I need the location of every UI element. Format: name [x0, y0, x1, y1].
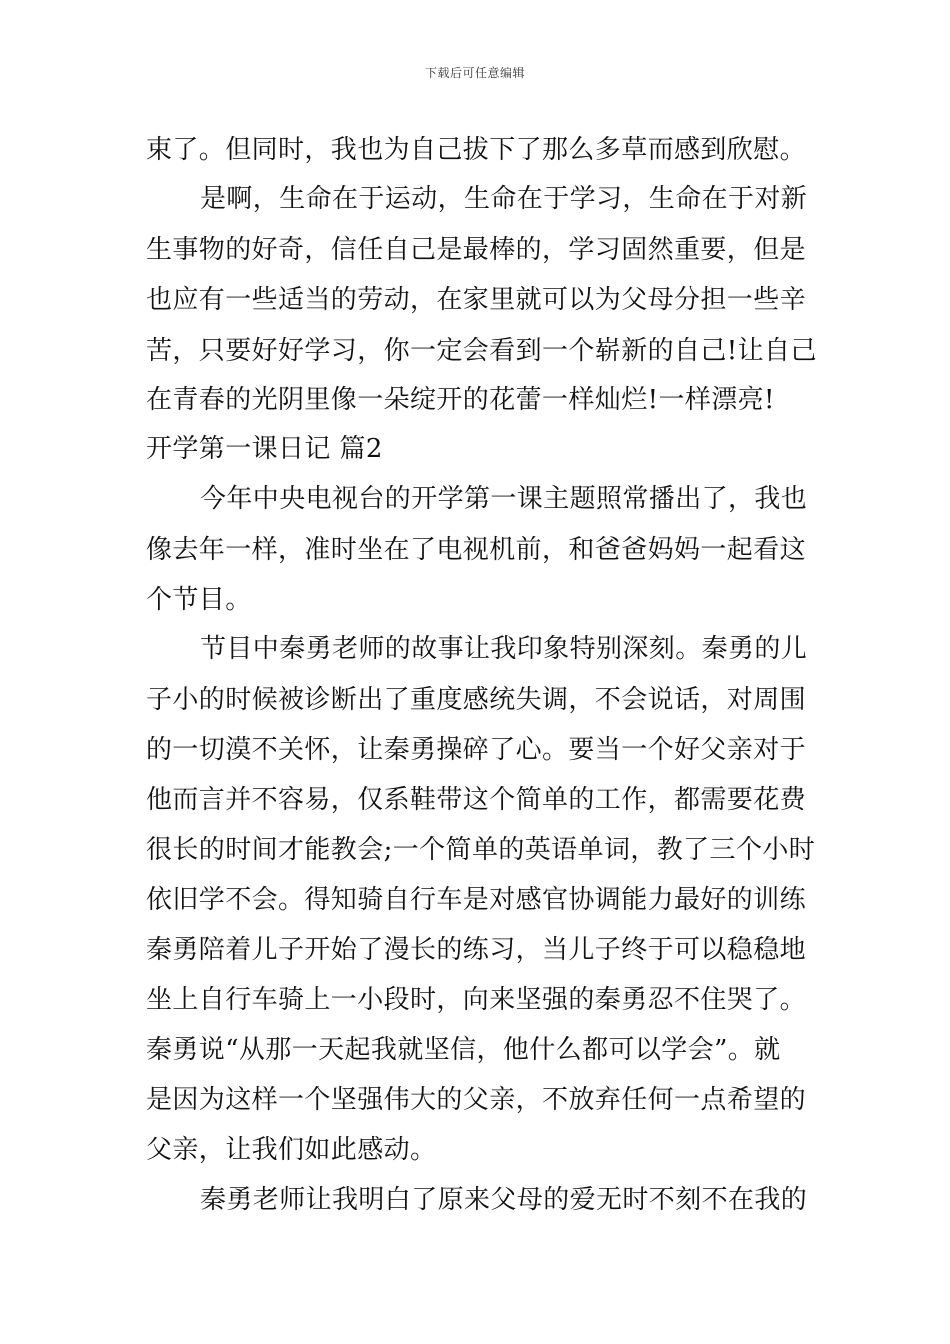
text-line: 很长的时间才能教会;一个简单的英语单词，教了三个小时 — [146, 835, 816, 865]
paragraph-first-line: 今年中央电视台的开学第一课主题照常播出了，我也 — [200, 484, 808, 514]
text-line: 个节目。 — [146, 585, 252, 615]
page-header-note: 下载后可任意编辑 — [424, 66, 525, 80]
text-line: 子小的时候被诊断出了重度感统失调，不会说话，对周围 — [146, 685, 807, 715]
section-heading: 开学第一课日记 篇2 — [146, 434, 383, 464]
paragraph-first-line: 节目中秦勇老师的故事让我印象特别深刻。秦勇的儿 — [200, 634, 808, 664]
text-line: 束了。但同时，我也为自己拔下了那么多草而感到欣慰。 — [146, 135, 807, 165]
text-line: 他而言并不容易，仅系鞋带这个简单的工作，都需要花费 — [146, 785, 807, 815]
text-line: 是因为这样一个坚强伟大的父亲，不放弃任何一点希望的 — [146, 1085, 807, 1115]
text-line: 苦，只要好好学习，你一定会看到一个崭新的自己!让自己 — [146, 336, 817, 366]
text-line: 父亲，让我们如此感动。 — [146, 1135, 437, 1165]
text-line: 在青春的光阴里像一朵绽开的花蕾一样灿烂!一样漂亮! — [146, 385, 775, 415]
paragraph-first-line: 秦勇老师让我明白了原来父母的爱无时不刻不在我的 — [200, 1185, 808, 1215]
text-line: 依旧学不会。得知骑自行车是对感官协调能力最好的训练 — [146, 885, 807, 915]
text-line: 生事物的好奇，信任自己是最棒的，学习固然重要，但是 — [146, 235, 807, 265]
text-line: 的一切漠不关怀，让秦勇操碎了心。要当一个好父亲对于 — [146, 735, 807, 765]
paragraph-first-line: 是啊，生命在于运动，生命在于学习，生命在于对新 — [200, 184, 808, 214]
text-line: 坐上自行车骑上一小段时，向来坚强的秦勇忍不住哭了。 — [146, 985, 807, 1015]
text-line: 秦勇陪着儿子开始了漫长的练习，当儿子终于可以稳稳地 — [146, 935, 807, 965]
text-line: 像去年一样，准时坐在了电视机前，和爸爸妈妈一起看这 — [146, 535, 807, 565]
text-line: 秦勇说“从那一天起我就坚信，他什么都可以学会”。就 — [146, 1035, 781, 1065]
text-line: 也应有一些适当的劳动，在家里就可以为父母分担一些辛 — [146, 285, 807, 315]
